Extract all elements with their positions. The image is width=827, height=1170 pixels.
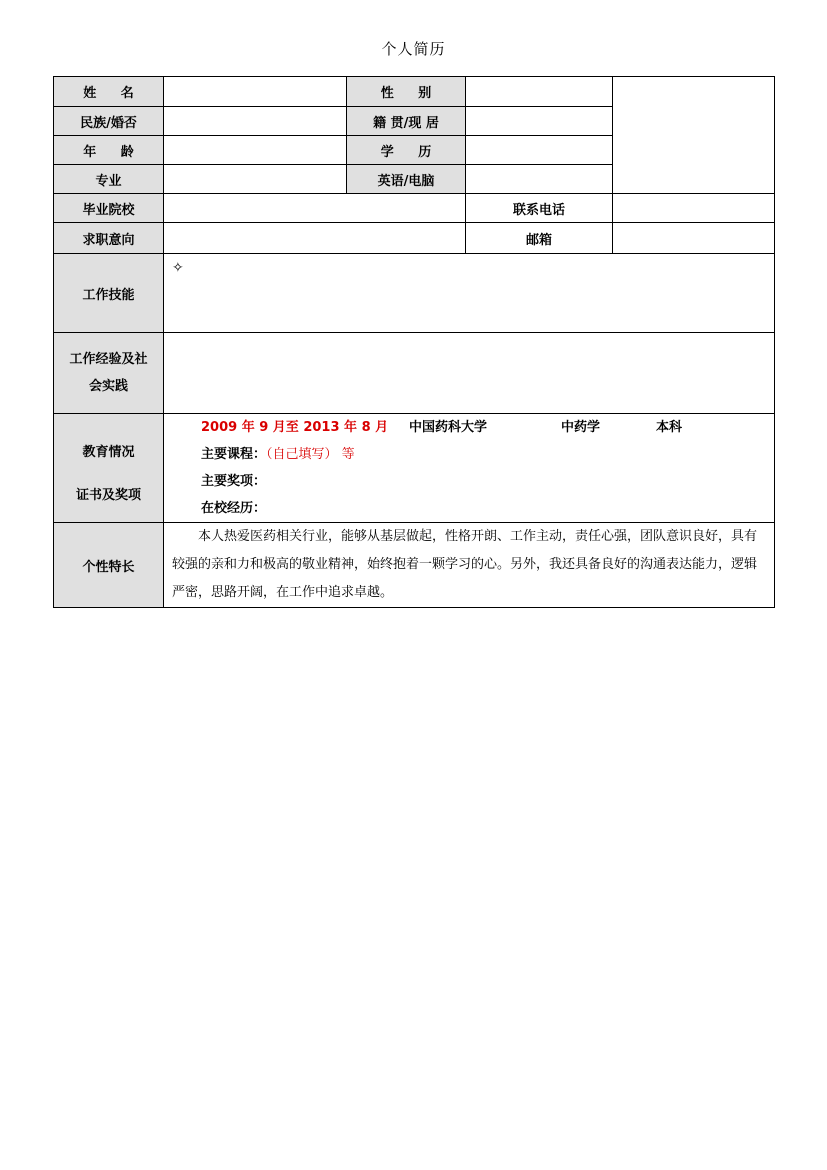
- label-experience: [54, 333, 164, 414]
- row-name: [54, 77, 775, 107]
- row-personality: [54, 523, 775, 608]
- education-level: 本科: [656, 420, 683, 435]
- courses-label: 主要课程：: [201, 447, 267, 462]
- row-school: [54, 194, 775, 223]
- field-major[interactable]: [164, 165, 347, 194]
- photo-box: [613, 77, 775, 194]
- awards-line: [201, 468, 774, 495]
- label-job-intent: 求职意向: [54, 223, 164, 254]
- field-school[interactable]: [164, 194, 466, 223]
- field-name[interactable]: [164, 77, 347, 107]
- label-education-certificates: [54, 414, 164, 523]
- courses-line: [201, 441, 774, 468]
- field-native-residence[interactable]: [466, 107, 613, 136]
- label-email: 邮箱: [466, 223, 613, 254]
- field-ethnicity-marital[interactable]: [164, 107, 347, 136]
- row-job-intent: [54, 223, 775, 254]
- field-personality[interactable]: [164, 523, 775, 608]
- field-gender[interactable]: [466, 77, 613, 107]
- field-age[interactable]: [164, 136, 347, 165]
- field-phone[interactable]: [613, 194, 775, 223]
- education-major: 中药学: [561, 420, 601, 435]
- field-skills[interactable]: [164, 254, 775, 333]
- personality-text: 本人热爱医药相关行业，能够从基层做起，性格开朗、工作主动，责任心强，团队意识良好，具有较强的亲和力和极高的敬业精神，始终抱着一颗学习的心。另外，我还具备良好的沟通表达能力，逻辑严密，思路开阔，在工作中追求卓越。: [172, 529, 758, 600]
- field-education[interactable]: [164, 414, 775, 523]
- field-degree[interactable]: [466, 136, 613, 165]
- label-personality: 个性特长: [54, 523, 164, 608]
- label-ethnicity-marital: 民族/婚否: [54, 107, 164, 136]
- education-period: 2009 年 9 月至 2013 年 8 月: [201, 420, 389, 435]
- campus-line: [201, 495, 774, 522]
- field-english-computer[interactable]: [466, 165, 613, 194]
- label-name: 姓 名: [54, 77, 164, 107]
- campus-label: 在校经历：: [201, 501, 267, 516]
- label-major: 专业: [54, 165, 164, 194]
- label-skills: 工作技能: [54, 254, 164, 333]
- label-english-computer: 英语/电脑: [347, 165, 466, 194]
- row-skills: [54, 254, 775, 333]
- row-experience: [54, 333, 775, 414]
- field-job-intent[interactable]: [164, 223, 466, 254]
- label-age: 年 龄: [54, 136, 164, 165]
- label-certificates: 证书及奖项: [75, 488, 141, 503]
- label-experience-line1: 工作经验及社: [69, 352, 148, 367]
- education-university: 中国药科大学: [409, 420, 488, 435]
- row-education: [54, 414, 775, 523]
- label-school: 毕业院校: [54, 194, 164, 223]
- education-line: [201, 414, 774, 441]
- page-title: 个人简历: [381, 40, 446, 58]
- label-phone: 联系电话: [466, 194, 613, 223]
- label-native-residence: 籍 贯/现 居: [347, 107, 466, 136]
- skills-bullet-icon: ✧: [172, 260, 184, 276]
- label-education: 教育情况: [82, 445, 135, 460]
- field-email[interactable]: [613, 223, 775, 254]
- resume-table: [53, 76, 775, 608]
- label-gender: 性 别: [347, 77, 466, 107]
- awards-label: 主要奖项：: [201, 474, 267, 489]
- label-degree: 学 历: [347, 136, 466, 165]
- courses-value: （自己填写） 等: [266, 447, 355, 462]
- field-experience[interactable]: [164, 333, 775, 414]
- label-experience-line2: 会实践: [88, 379, 128, 394]
